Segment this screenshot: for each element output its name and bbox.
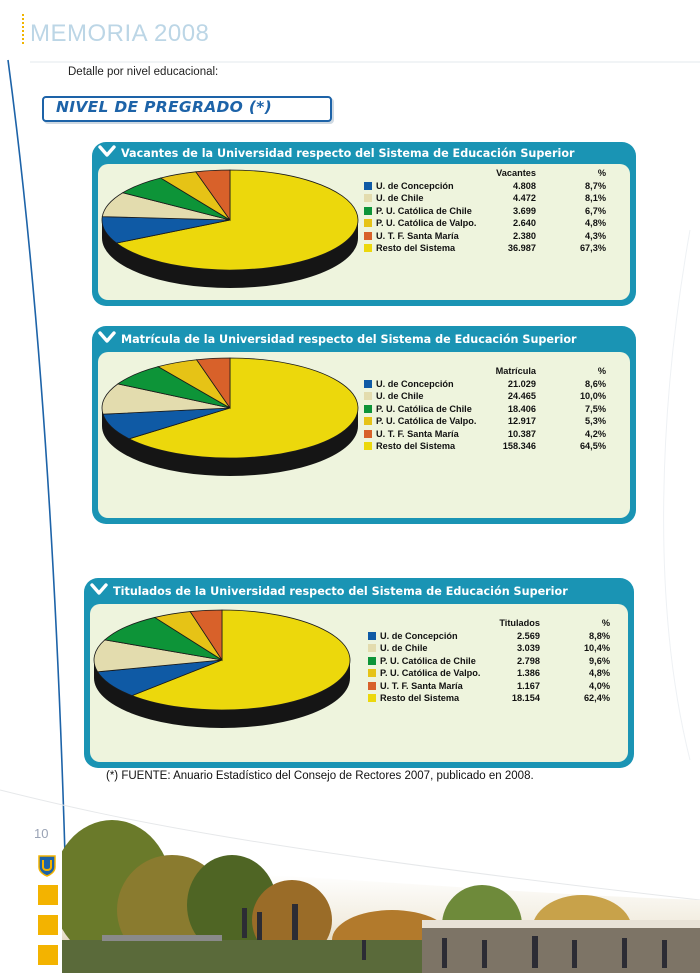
panel-title-text: Matrícula de la Universidad respecto del Sistema de Educación Superior xyxy=(121,333,577,346)
row-percent: 8,8% xyxy=(589,631,610,641)
legend-swatch xyxy=(364,244,372,252)
column-header-pct: % xyxy=(597,366,606,376)
row-percent: 10,4% xyxy=(583,643,610,654)
table-row xyxy=(362,441,612,453)
panel-title xyxy=(98,142,575,166)
column-header-pct: % xyxy=(601,618,610,628)
column-header-value: Matrícula xyxy=(495,366,536,376)
row-label: P. U. Católica de Valpo. xyxy=(376,416,477,427)
row-percent: 4,2% xyxy=(585,428,606,439)
row-percent: 10,0% xyxy=(579,391,606,402)
panel-body xyxy=(98,164,630,300)
row-percent: 8,1% xyxy=(585,193,606,204)
row-value: 2.569 xyxy=(517,631,540,641)
table-row xyxy=(362,391,612,403)
row-label: U. de Chile xyxy=(376,391,424,402)
row-value: 1.167 xyxy=(517,680,540,691)
legend-swatch xyxy=(364,207,372,215)
row-percent: 4,8% xyxy=(589,668,610,679)
row-label: U. T. F. Santa María xyxy=(380,680,463,691)
legend-swatch xyxy=(368,632,376,640)
row-label: U. T. F. Santa María xyxy=(376,428,459,439)
table-row xyxy=(362,429,612,441)
decorative-square xyxy=(38,915,58,935)
pie-chart xyxy=(92,604,352,744)
row-label: P. U. Católica de Chile xyxy=(380,655,476,666)
campus-photo xyxy=(62,800,700,973)
row-label: P. U. Católica de Chile xyxy=(376,403,472,414)
page-number: 10 xyxy=(34,826,49,841)
panel-title-text: Vacantes de la Universidad respecto del Sistema de Educación Superior xyxy=(121,147,575,160)
row-label: U. de Concepción xyxy=(380,631,458,641)
pie-chart xyxy=(100,352,360,482)
table-row xyxy=(366,631,616,643)
panel-matricula xyxy=(92,326,636,524)
table-row xyxy=(366,643,616,655)
table-row xyxy=(362,206,612,218)
section-title: NIVEL DE PREGRADO (*) xyxy=(56,98,272,116)
row-percent: 9,6% xyxy=(589,655,610,666)
row-label: U. de Concepción xyxy=(376,181,454,191)
table-row xyxy=(366,693,616,705)
row-percent: 4,3% xyxy=(585,230,606,241)
row-label: U. T. F. Santa María xyxy=(376,230,459,241)
table-row xyxy=(362,379,612,391)
column-header-value: Vacantes xyxy=(496,168,536,178)
panel-title xyxy=(90,580,568,604)
row-value: 36.987 xyxy=(507,242,536,253)
legend-table xyxy=(362,168,612,255)
legend-swatch xyxy=(364,194,372,202)
table-row xyxy=(366,681,616,693)
table-row xyxy=(362,231,612,243)
row-value: 18.154 xyxy=(511,692,540,703)
row-value: 18.406 xyxy=(507,403,536,414)
table-header xyxy=(366,618,616,631)
row-value: 24.465 xyxy=(507,391,536,402)
row-percent: 5,3% xyxy=(585,416,606,427)
column-header-pct: % xyxy=(597,168,606,178)
row-label: U. de Chile xyxy=(380,643,428,654)
table-header xyxy=(362,366,612,379)
row-value: 4.808 xyxy=(513,181,536,191)
table-row xyxy=(366,668,616,680)
university-crest-icon xyxy=(38,855,56,877)
row-label: Resto del Sistema xyxy=(376,242,456,253)
row-label: P. U. Católica de Valpo. xyxy=(380,668,481,679)
row-percent: 4,0% xyxy=(589,680,610,691)
header-rule xyxy=(22,14,24,44)
table-header xyxy=(362,168,612,181)
legend-swatch xyxy=(364,417,372,425)
section-banner xyxy=(42,96,332,122)
page-header-title: MEMORIA 2008 xyxy=(30,20,210,47)
legend-swatch xyxy=(364,405,372,413)
pie-chart xyxy=(100,164,360,294)
panel-title xyxy=(98,328,577,352)
legend-table xyxy=(366,618,616,705)
row-label: P. U. Católica de Chile xyxy=(376,205,472,216)
legend-swatch xyxy=(368,669,376,677)
chevron-down-icon xyxy=(98,330,116,346)
chevron-down-icon xyxy=(98,144,116,160)
table-row xyxy=(362,243,612,255)
row-value: 1.386 xyxy=(517,668,540,679)
legend-swatch xyxy=(368,682,376,690)
row-value: 3.039 xyxy=(517,643,540,654)
panel-body xyxy=(90,604,628,762)
table-row xyxy=(362,218,612,230)
row-value: 2.380 xyxy=(513,230,536,241)
subtitle: Detalle por nivel educacional: xyxy=(68,66,219,78)
panel-vacantes xyxy=(92,142,636,306)
legend-swatch xyxy=(364,219,372,227)
footnote: (*) FUENTE: Anuario Estadístico del Consejo de Rectores 2007, publicado en 2008. xyxy=(106,770,534,782)
panel-title-text: Titulados de la Universidad respecto del Sistema de Educación Superior xyxy=(113,585,568,598)
row-value: 21.029 xyxy=(507,379,536,389)
legend-swatch xyxy=(364,442,372,450)
legend-swatch xyxy=(368,644,376,652)
row-value: 10.387 xyxy=(507,428,536,439)
row-label: U. de Concepción xyxy=(376,379,454,389)
row-percent: 6,7% xyxy=(585,205,606,216)
legend-swatch xyxy=(364,430,372,438)
column-header-value: Titulados xyxy=(499,618,540,628)
row-label: Resto del Sistema xyxy=(380,692,460,703)
legend-swatch xyxy=(368,694,376,702)
row-value: 158.346 xyxy=(502,440,536,451)
table-row xyxy=(362,416,612,428)
row-percent: 8,6% xyxy=(585,379,606,389)
chevron-down-icon xyxy=(90,582,108,598)
panel-body xyxy=(98,352,630,518)
decorative-square xyxy=(38,945,58,965)
table-row xyxy=(362,181,612,193)
table-row xyxy=(362,404,612,416)
table-row xyxy=(366,656,616,668)
row-value: 12.917 xyxy=(507,416,536,427)
row-percent: 64,5% xyxy=(579,440,606,451)
row-value: 4.472 xyxy=(513,193,536,204)
row-value: 2.798 xyxy=(517,655,540,666)
row-percent: 62,4% xyxy=(583,692,610,703)
legend-table xyxy=(362,366,612,453)
legend-swatch xyxy=(368,657,376,665)
legend-swatch xyxy=(364,392,372,400)
legend-swatch xyxy=(364,380,372,388)
row-value: 3.699 xyxy=(513,205,536,216)
row-percent: 8,7% xyxy=(585,181,606,191)
row-percent: 4,8% xyxy=(585,218,606,229)
legend-swatch xyxy=(364,182,372,190)
panel-titulados xyxy=(84,578,634,768)
row-percent: 7,5% xyxy=(585,403,606,414)
row-label: Resto del Sistema xyxy=(376,440,456,451)
row-label: P. U. Católica de Valpo. xyxy=(376,218,477,229)
row-label: U. de Chile xyxy=(376,193,424,204)
table-row xyxy=(362,193,612,205)
legend-swatch xyxy=(364,232,372,240)
row-value: 2.640 xyxy=(513,218,536,229)
row-percent: 67,3% xyxy=(579,242,606,253)
decorative-square xyxy=(38,885,58,905)
